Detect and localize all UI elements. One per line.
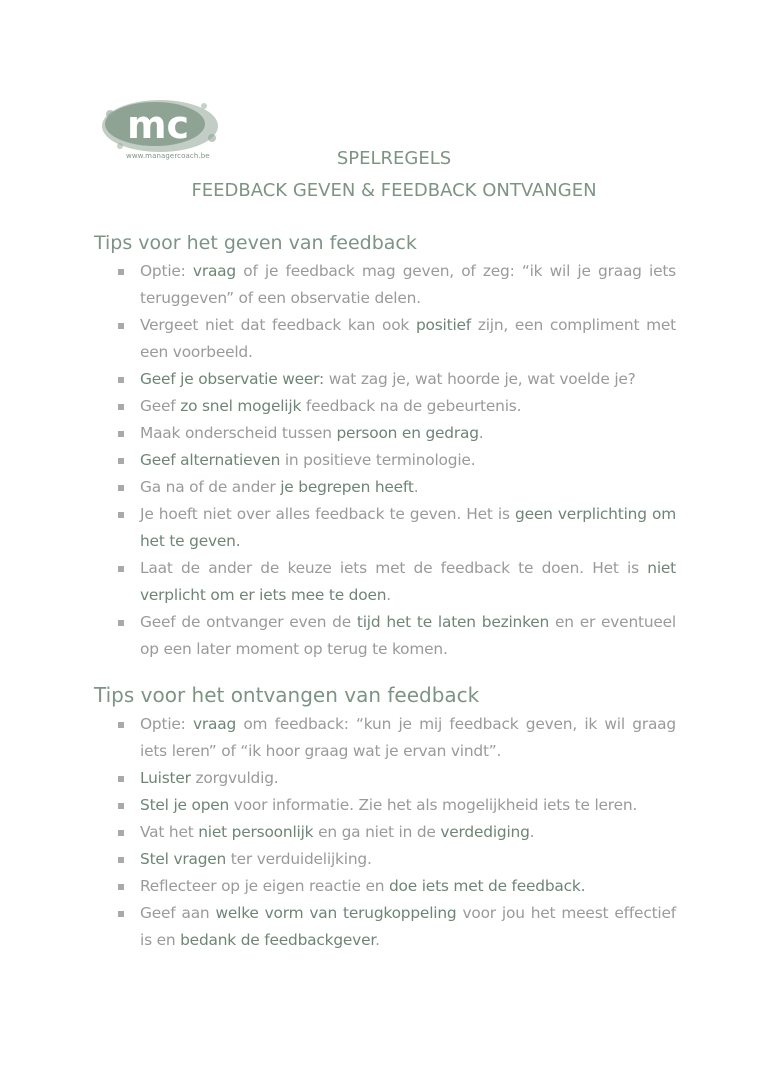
square-bullet-icon — [118, 911, 124, 917]
item-text: Reflecteer op je eigen reactie en — [140, 877, 389, 895]
list-item — [116, 474, 676, 501]
square-bullet-icon — [118, 884, 124, 890]
square-bullet-icon — [118, 323, 124, 329]
highlighted-text: Stel vragen — [140, 850, 227, 868]
item-text: Optie: — [140, 715, 193, 733]
item-text: voor informatie. Zie het als mogelijkheid iets te leren. — [229, 796, 638, 814]
item-text: . — [413, 478, 419, 496]
list-item — [116, 711, 676, 765]
item-text: voor jou het meest effectief is en — [140, 904, 676, 949]
item-text: of je feedback mag geven, of zeg: “ik wil je graag iets teruggeven” of een observatie delen. — [140, 262, 677, 307]
item-text: om feedback: “kun je mij feedback geven, ik wil graag iets leren” of “ik hoor graag wat je ervan vindt”. — [140, 715, 676, 760]
page-subtitle: FEEDBACK GEVEN & FEEDBACK ONTVANGEN — [191, 180, 597, 201]
list-item — [116, 873, 676, 900]
item-text: Optie: — [140, 262, 193, 280]
item-text: . — [529, 823, 535, 841]
item-text: ter verduidelijking. — [226, 850, 372, 868]
list-item — [116, 366, 676, 393]
list-item — [116, 609, 676, 663]
list-item — [116, 555, 676, 609]
highlighted-text: positief — [415, 316, 472, 334]
item-text: Je hoeft niet over alles feedback te geven. Het is — [140, 505, 516, 523]
list-item — [116, 819, 676, 846]
item-text: Geef aan — [140, 904, 216, 922]
highlighted-text: Luister — [140, 769, 191, 787]
square-bullet-icon — [118, 458, 124, 464]
highlighted-text: niet verplicht om er iets mee te doen — [140, 559, 676, 604]
list-item — [116, 900, 676, 954]
item-text: Ga na of de ander — [140, 478, 281, 496]
list-item — [116, 393, 676, 420]
highlighted-text: Geef je observatie weer: — [140, 370, 324, 388]
square-bullet-icon — [118, 830, 124, 836]
square-bullet-icon — [118, 404, 124, 410]
list-item — [116, 258, 676, 312]
highlighted-text: welke vorm van terugkoppeling — [215, 904, 457, 922]
item-text: en ga niet in de — [313, 823, 441, 841]
item-text: en er eventueel op een later moment op terug te komen. — [140, 613, 676, 658]
highlighted-text: vraag — [192, 262, 236, 280]
item-text: in positieve terminologie. — [280, 451, 476, 469]
highlighted-text: geen verplichting om het te geven. — [140, 505, 676, 550]
highlighted-text: tijd het te laten bezinken — [356, 613, 550, 631]
highlighted-text: bedank de feedbackgever — [180, 931, 376, 949]
logo-url: www.managercoach.be — [126, 152, 210, 160]
item-text: Laat de ander de keuze iets met de feedback te doen. Het is — [140, 559, 648, 577]
item-text: Maak onderscheid tussen — [140, 424, 337, 442]
item-text: Geef de ontvanger even de — [140, 613, 357, 631]
item-text: . — [386, 586, 391, 604]
highlighted-text: verdediging — [440, 823, 530, 841]
item-text: wat zag je, wat hoorde je, wat voelde je? — [324, 370, 636, 388]
square-bullet-icon — [118, 776, 124, 782]
item-text: zijn, een compliment met een voorbeeld. — [140, 316, 676, 361]
item-text: Vat het — [140, 823, 199, 841]
highlighted-text: persoon en gedrag — [336, 424, 479, 442]
item-text: Geef — [140, 397, 181, 415]
square-bullet-icon — [118, 485, 124, 491]
logo-letters: mc — [126, 103, 190, 147]
section-title-giving: Tips voor het geven van feedback — [94, 232, 417, 254]
highlighted-text: doe iets met de feedback. — [388, 877, 586, 895]
list-item — [116, 846, 676, 873]
square-bullet-icon — [118, 857, 124, 863]
item-text: . — [375, 931, 380, 949]
item-text: . — [478, 424, 484, 442]
highlighted-text: vraag — [192, 715, 237, 733]
list-item — [116, 501, 676, 555]
page-title: SPELREGELS — [336, 148, 452, 169]
item-text: Vergeet niet dat feedback kan ook — [140, 316, 416, 334]
item-text: zorgvuldig. — [190, 769, 279, 787]
highlighted-text: Stel je open — [140, 796, 230, 814]
square-bullet-icon — [118, 431, 124, 437]
item-text: feedback na de gebeurtenis. — [301, 397, 522, 415]
square-bullet-icon — [118, 803, 124, 809]
section-title-receiving: Tips voor het ontvangen van feedback — [94, 683, 480, 707]
square-bullet-icon — [118, 566, 124, 572]
square-bullet-icon — [118, 377, 124, 383]
list-item — [116, 765, 676, 792]
highlighted-text: je begrepen heeft — [280, 478, 414, 496]
square-bullet-icon — [118, 620, 124, 626]
highlighted-text: zo snel mogelijk — [180, 397, 302, 415]
list-item — [116, 420, 676, 447]
highlighted-text: Geef alternatieven — [140, 451, 281, 469]
square-bullet-icon — [118, 269, 124, 275]
highlighted-text: niet persoonlijk — [198, 823, 314, 841]
square-bullet-icon — [118, 722, 124, 728]
list-item — [116, 792, 676, 819]
square-bullet-icon — [118, 512, 124, 518]
tips-list-giving — [116, 258, 676, 663]
tips-list-receiving — [116, 711, 676, 954]
list-item — [116, 447, 676, 474]
list-item — [116, 312, 676, 366]
